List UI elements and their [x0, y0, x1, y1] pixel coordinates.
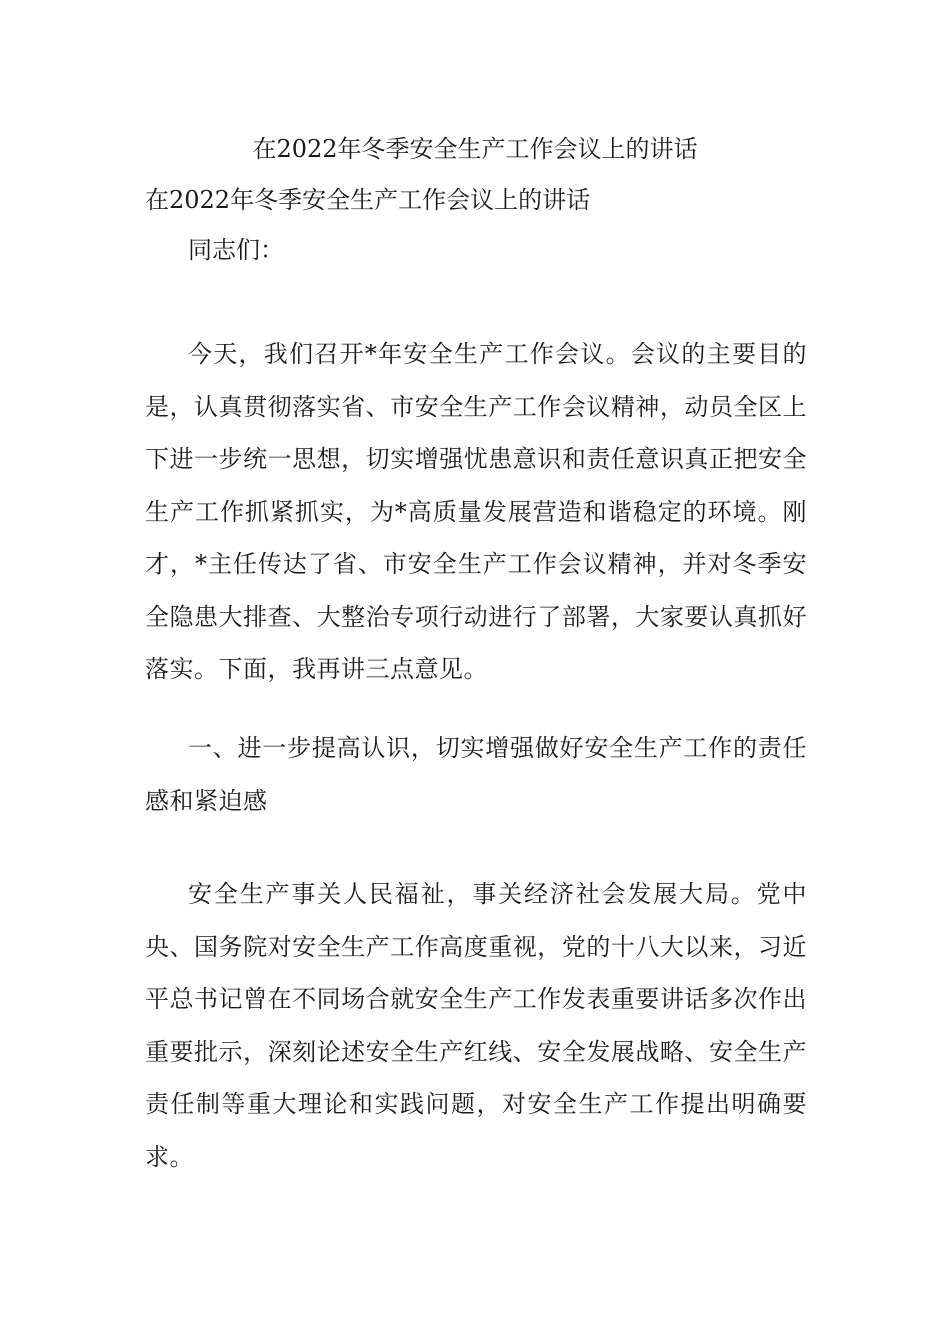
document-title: 在2022年冬季安全生产工作会议上的讲话: [252, 135, 698, 163]
paragraph-section-1: 安全生产事关人民福祉，事关经济社会发展大局。党中央、国务院对安全生产工作高度重视，党的十八大以来，习近平总书记曾在不同场合就安全生产工作发表重要讲话多次作出重要批示，深刻论述安全生产红线、安全发展战略、安全生产责任制等重大理论和实践问题，对安全生产工作提出明确要求。: [145, 880, 807, 1171]
paragraph-intro: 今天，我们召开*年安全生产工作会议。会议的主要目的是，认真贯彻落实省、市安全生产工作会议精神，动员全区上下进一步统一思想，切实增强忧患意识和责任意识真正把安全生产工作抓紧抓实，为*高质量发展营造和谐稳定的环境。刚才，*主任传达了省、市安全生产工作会议精神，并对冬季安全隐患大排查、大整治专项行动进行了部署，大家要认真抓好落实。下面，我再讲三点意见。: [145, 340, 807, 683]
document-title-repeat: 在2022年冬季安全生产工作会议上的讲话: [145, 186, 591, 214]
section-heading-1: 一、进一步提高认识，切实增强做好安全生产工作的责任感和紧迫感: [145, 734, 807, 815]
greeting: 同志们：: [188, 236, 284, 264]
